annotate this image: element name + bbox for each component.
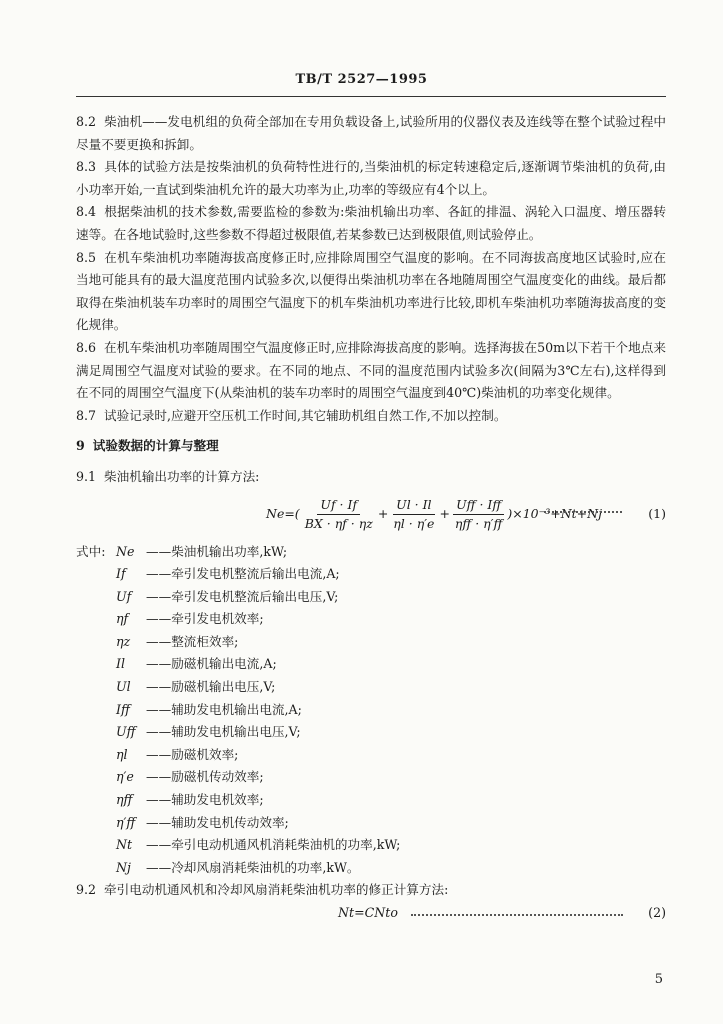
section-9-title (76, 435, 666, 458)
definition-text: ——励磁机效率; (146, 746, 239, 762)
clause-text: 柴油机——发电机组的负荷全部加在专用负载设备上,试验所用的仪器仪表及连线等在整个试验过程中尽量不要更换和拆卸。 (76, 114, 666, 152)
definition-text: ——励磁机输出电流,A; (146, 656, 277, 672)
definition-lead: 式中: (76, 543, 106, 559)
definition-item (76, 699, 666, 722)
definition-text: ——辅助发电机输出电压,V; (146, 724, 301, 740)
header-rule (76, 96, 666, 97)
definition-text: ——牵引电动机通风机消耗柴油机的功率,kW; (146, 837, 401, 853)
definition-symbol: Uf (116, 588, 132, 604)
fraction-3 (452, 496, 505, 533)
definition-item (76, 586, 666, 609)
dot-leader (411, 908, 623, 916)
definition-symbol: Nt (116, 837, 133, 853)
plus-sign: + (377, 506, 389, 522)
paragraph-8-2 (76, 111, 666, 156)
paragraph-8-7 (76, 405, 666, 428)
plus-sign: + (439, 506, 450, 522)
clause-number: 8.5 (76, 249, 97, 265)
fraction-2-denominator: ηl · η′e (393, 516, 435, 531)
clause-number: 8.3 (76, 159, 97, 175)
definition-item (76, 857, 666, 880)
subclause-9-2 (76, 879, 666, 902)
definition-item (76, 608, 666, 631)
definition-item (76, 563, 666, 586)
fraction-1 (302, 496, 376, 533)
content-body (76, 111, 666, 928)
formula-2 (76, 902, 666, 928)
definition-text: ——励磁机传动效率; (146, 769, 264, 785)
equation-number: (1) (648, 505, 666, 521)
fraction-1-numerator: Uf · If (317, 496, 360, 515)
clause-text: 在机车柴油机功率随周围空气温度修正时,应排除海拔高度的影响。选择海拔在50m以下若干个地点来满足周围空气温度对试验的要求。在不同的地点、不同的温度范围内试验多次(间隔为3℃左右),这样得到在不同的周围空气温度下(从柴油机的装车功率时的周围空气温度到40℃)柴油机的功率变化规律。 (76, 339, 666, 401)
clause-text: 柴油机输出功率的计算方法: (104, 468, 260, 484)
definition-item (76, 631, 666, 654)
definition-symbol: Nj (116, 859, 131, 875)
clause-number: 8.6 (76, 339, 97, 355)
fraction-2 (390, 496, 437, 533)
definition-text: ——整流柜效率; (146, 633, 239, 649)
definition-symbol: ηff (116, 792, 133, 808)
definition-symbol: Ne (116, 543, 135, 559)
definition-item (76, 676, 666, 699)
definition-item (76, 541, 666, 564)
clause-text: 牵引电动机通风机和冷却风扇消耗柴油机功率的修正计算方法: (104, 882, 449, 898)
definition-text: ——冷却风扇消耗柴油机的功率,kW。 (146, 859, 360, 875)
paragraph-8-4 (76, 201, 666, 246)
formula-expression (266, 493, 602, 537)
page-number: 5 (654, 972, 663, 987)
definition-text: ——牵引发电机整流后输出电流,A; (146, 566, 340, 582)
header-title: TB/T 2527—1995 (295, 72, 428, 87)
formula-lhs: Ne=( (266, 506, 300, 522)
definition-symbol: η′e (116, 769, 134, 785)
subclause-9-1 (76, 466, 666, 489)
definition-symbol: ηz (116, 633, 131, 649)
definition-item (76, 653, 666, 676)
definition-item (76, 744, 666, 767)
definition-text: ——牵引发电机整流后输出电压,V; (146, 588, 339, 604)
definition-symbol: Il (116, 656, 126, 672)
definition-text: ——辅助发电机输出电流,A; (146, 701, 302, 717)
paragraph-8-5 (76, 247, 666, 337)
definition-item (76, 834, 666, 857)
clause-number: 8.7 (76, 407, 97, 423)
definition-symbol: ηf (116, 611, 129, 627)
formula-1 (76, 491, 666, 539)
clause-text: 在机车柴油机功率随海拔高度修正时,应排除周围空气温度的影响。在不同海拔高度地区试验时,应在当地可能具有的最大温度范围内试验多次,以便得出柴油机功率在各地随周围空气温度变化的曲线。最后都取得在柴油机装车功率时的周围空气温度下的机车柴油机功率进行比较,即机车柴油机功率随海拔高度的变化规律。 (76, 249, 666, 333)
fraction-3-numerator: Uff · Iff (453, 496, 504, 515)
fraction-1-denominator: BX · ηf · ηz (304, 516, 373, 531)
definition-text: ——辅助发电机效率; (146, 792, 264, 808)
section-title-text: 试验数据的计算与整理 (92, 438, 219, 454)
definition-text: ——牵引发电机效率; (146, 611, 264, 627)
formula-2-expression: Nt=CNto (338, 905, 398, 920)
definition-text: ——辅助发电机传动效率; (146, 814, 289, 830)
clause-number: 9.1 (76, 468, 97, 484)
symbol-definitions (76, 541, 666, 880)
definition-symbol: Ul (116, 679, 131, 695)
section-number: 9 (76, 438, 85, 454)
clause-number: 8.4 (76, 204, 97, 220)
clause-text: 具体的试验方法是按柴油机的负荷特性进行的,当柴油机的标定转速稳定后,逐渐调节柴油机的负荷,由小功率开始,一直试到柴油机允许的最大功率为止,功率的等级应有4个以上。 (76, 159, 666, 197)
definition-text: ——柴油机输出功率,kW; (146, 543, 288, 559)
clause-text: 根据柴油机的技术参数,需要监检的参数为:柴油机输出功率、各缸的排温、涡轮入口温度、增压器转速等。在各地试验时,这些参数不得超过极限值,若某参数已达到极限值,则试验停止。 (76, 204, 666, 242)
definition-symbol: η′ff (116, 814, 136, 830)
formula-rhs: )×10⁻³+Nt+Nj (507, 506, 602, 522)
paragraph-8-3 (76, 156, 666, 201)
clause-text: 试验记录时,应避开空压机工作时间,其它辅助机组自然工作,不加以控制。 (104, 407, 507, 423)
definition-item (76, 766, 666, 789)
definition-symbol: If (116, 566, 126, 582)
fraction-3-denominator: ηff · η′ff (454, 516, 503, 531)
definition-text: ——励磁机输出电压,V; (146, 679, 276, 695)
clause-number: 8.2 (76, 114, 97, 129)
fraction-2-numerator: Ul · Il (393, 496, 434, 515)
definition-symbol: Uff (116, 724, 136, 740)
dot-leader (544, 505, 622, 513)
definition-item (76, 789, 666, 812)
equation-number: (2) (648, 905, 666, 920)
definition-symbol: Iff (116, 701, 130, 717)
definition-item (76, 812, 666, 835)
definition-item (76, 721, 666, 744)
paragraph-8-6 (76, 337, 666, 405)
clause-number: 9.2 (76, 882, 97, 898)
definition-symbol: ηl (116, 746, 128, 762)
